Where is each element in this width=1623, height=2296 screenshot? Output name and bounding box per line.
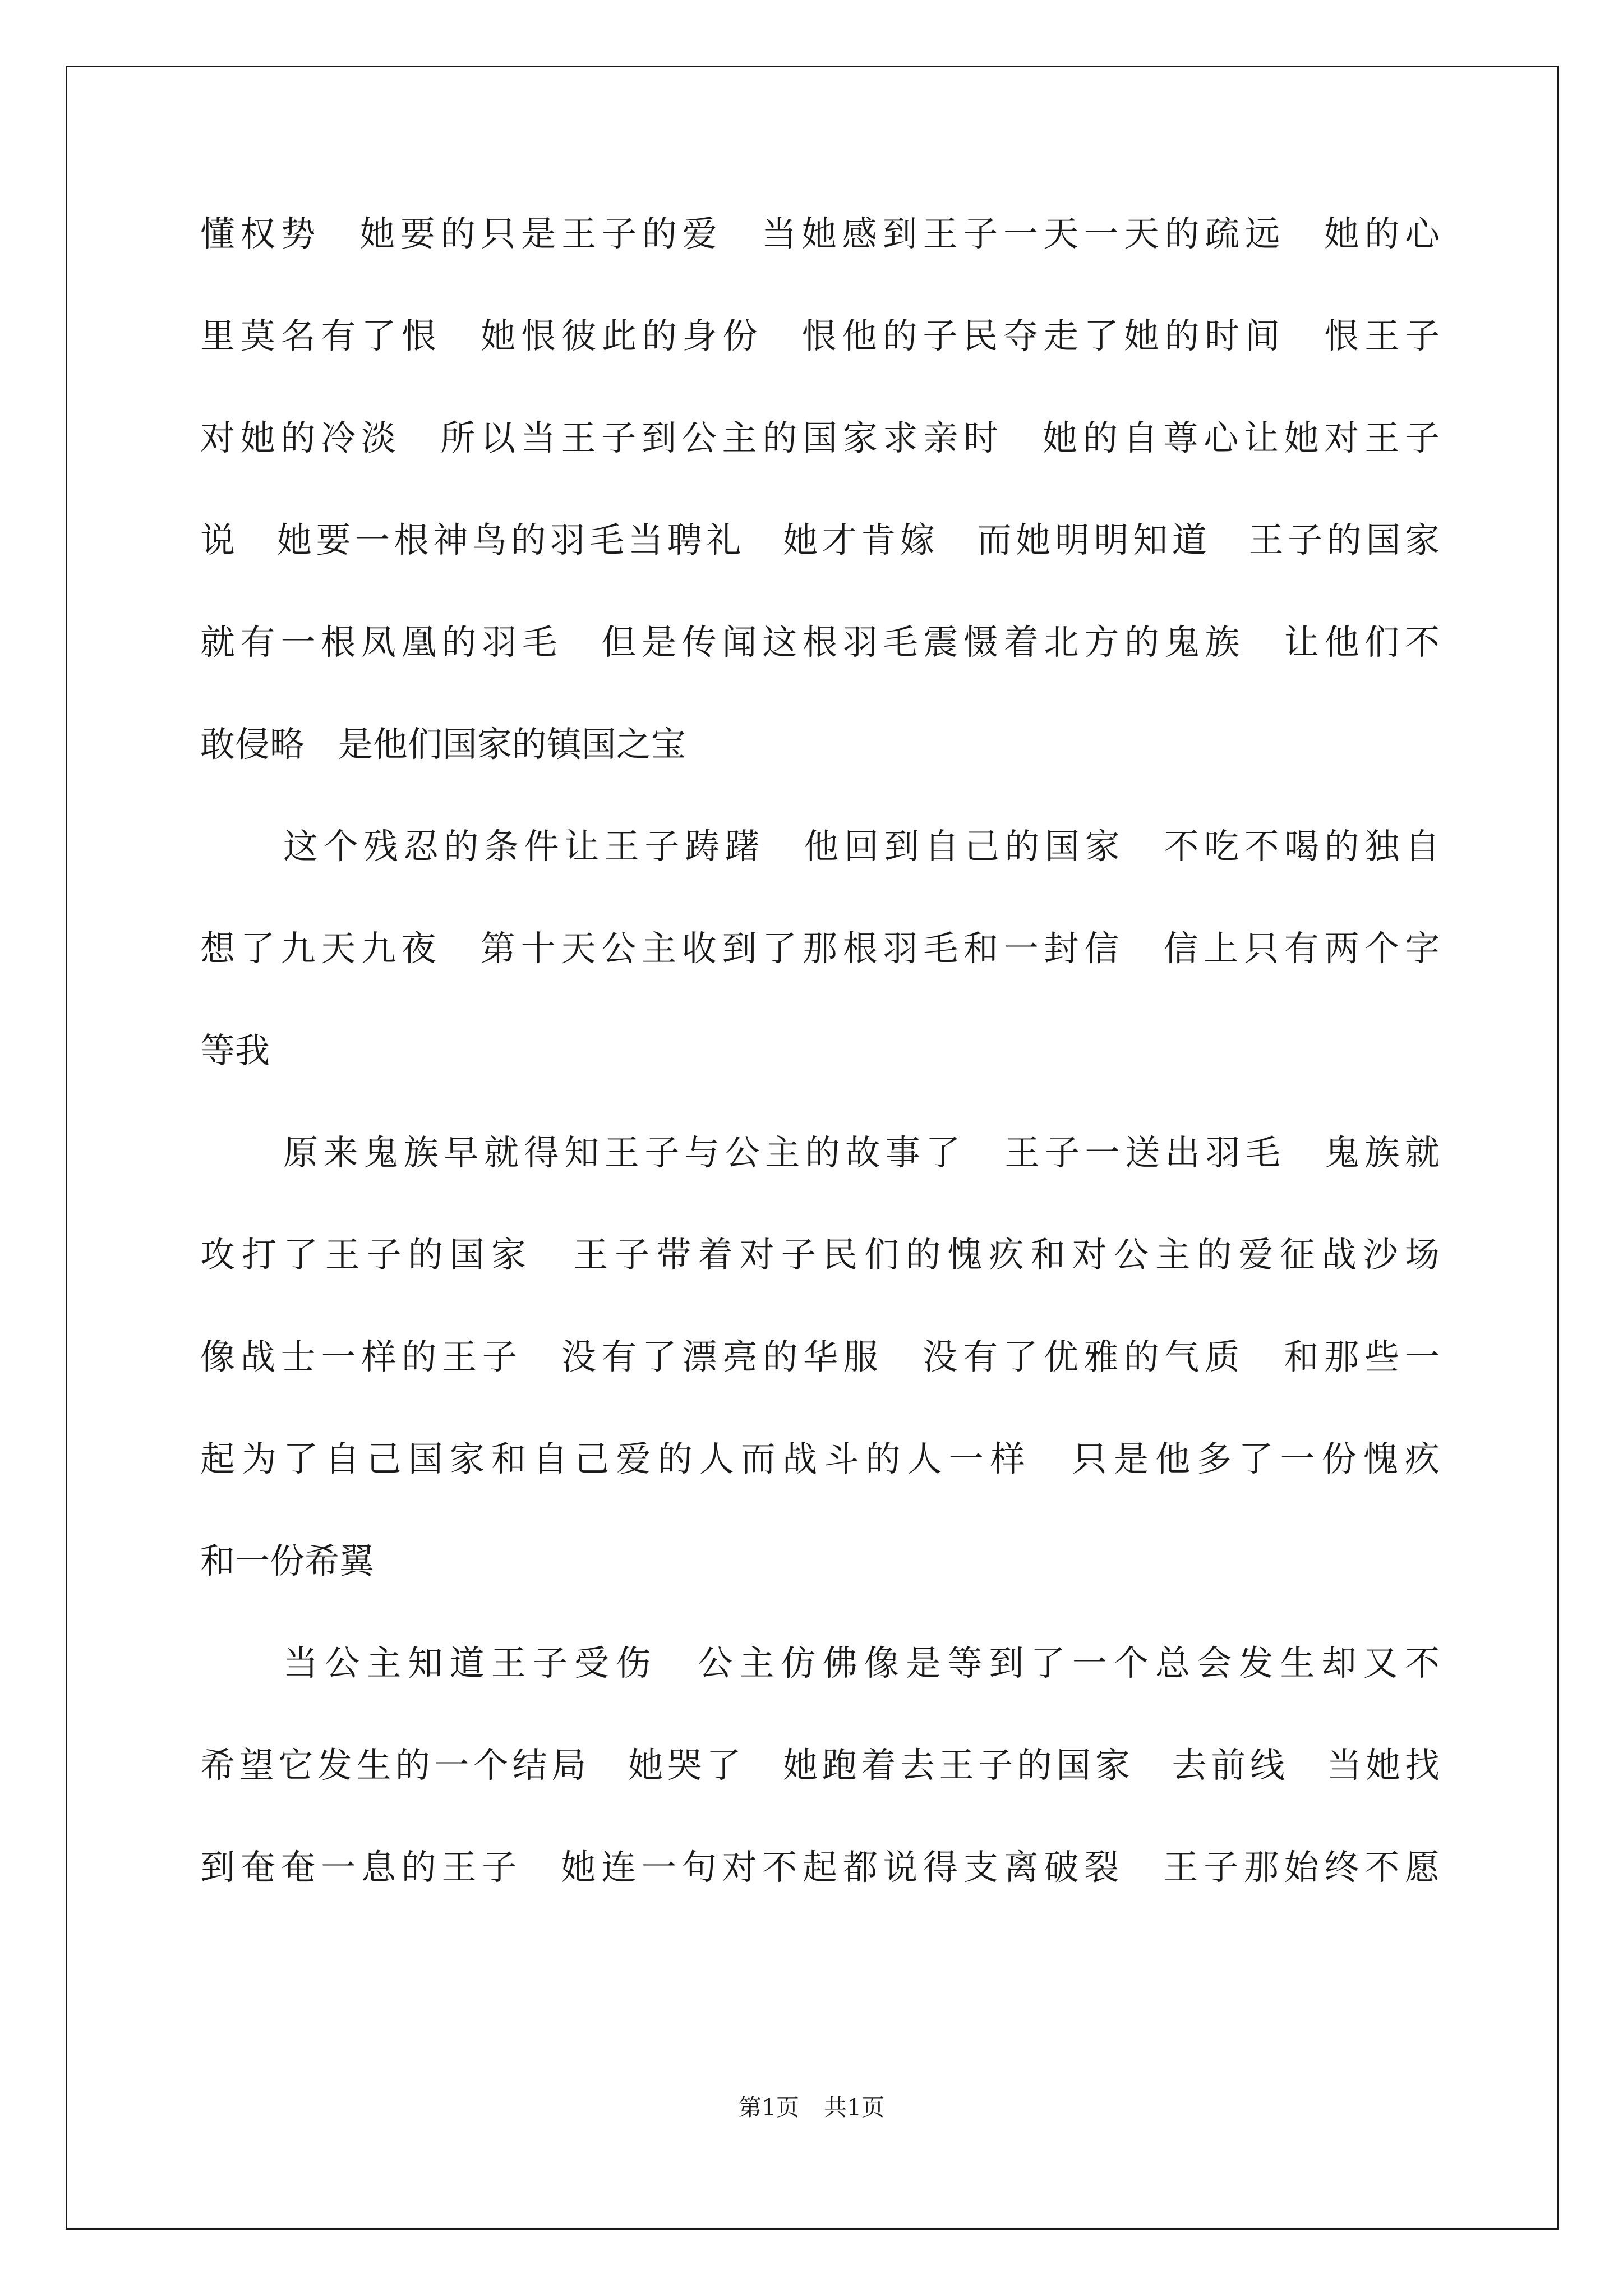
- page-number: 第1页: [738, 2094, 799, 2121]
- document-body: [200, 213, 1440, 1952]
- page-footer: [0, 2089, 1623, 2122]
- total-pages: 共1页: [824, 2094, 885, 2121]
- text-line-2: 里莫名有了恨 她恨彼此的身份 恨他的子民夺走了她的时间 恨王子: [200, 315, 1440, 356]
- text-line-10: 原来鬼族早就得知王子与公主的故事了 王子一送出羽毛 鬼族就: [283, 1132, 1440, 1173]
- text-line-5: 就有一根凤凰的羽毛 但是传闻这根羽毛震慑着北方的鬼族 让他们不: [200, 622, 1440, 662]
- text-line-12: 像战士一样的王子 没有了漂亮的华服 没有了优雅的气质 和那些一: [200, 1336, 1440, 1377]
- text-line-11: 攻打了王子的国家 王子带着对子民们的愧疚和对公主的爱征战沙场: [200, 1234, 1440, 1275]
- text-line-8: 想了九天九夜 第十天公主收到了那根羽毛和一封信 信上只有两个字: [200, 928, 1440, 969]
- text-line-7: 这个残忍的条件让王子踌躇 他回到自己的国家 不吃不喝的独自: [283, 826, 1440, 867]
- text-line-17: 到奄奄一息的王子 她连一句对不起都说得支离破裂 王子那始终不愿: [200, 1847, 1440, 1888]
- text-line-13: 起为了自己国家和自己爱的人而战斗的人一样 只是他多了一份愧疚: [200, 1438, 1440, 1479]
- text-line-14: 和一份希翼: [200, 1540, 375, 1581]
- text-line-1: 懂权势 她要的只是王子的爱 当她感到王子一天一天的疏远 她的心: [200, 213, 1440, 254]
- text-line-4: 说 她要一根神鸟的羽毛当聘礼 她才肯嫁 而她明明知道 王子的国家: [200, 519, 1440, 560]
- text-line-9: 等我: [200, 1030, 270, 1071]
- text-line-3: 对她的冷淡 所以当王子到公主的国家求亲时 她的自尊心让她对王子: [200, 417, 1440, 458]
- text-line-6: 敢侵略 是他们国家的镇国之宝: [200, 724, 686, 765]
- text-line-15: 当公主知道王子受伤 公主仿佛像是等到了一个总会发生却又不: [283, 1642, 1440, 1683]
- text-line-16: 希望它发生的一个结局 她哭了 她跑着去王子的国家 去前线 当她找: [200, 1745, 1440, 1786]
